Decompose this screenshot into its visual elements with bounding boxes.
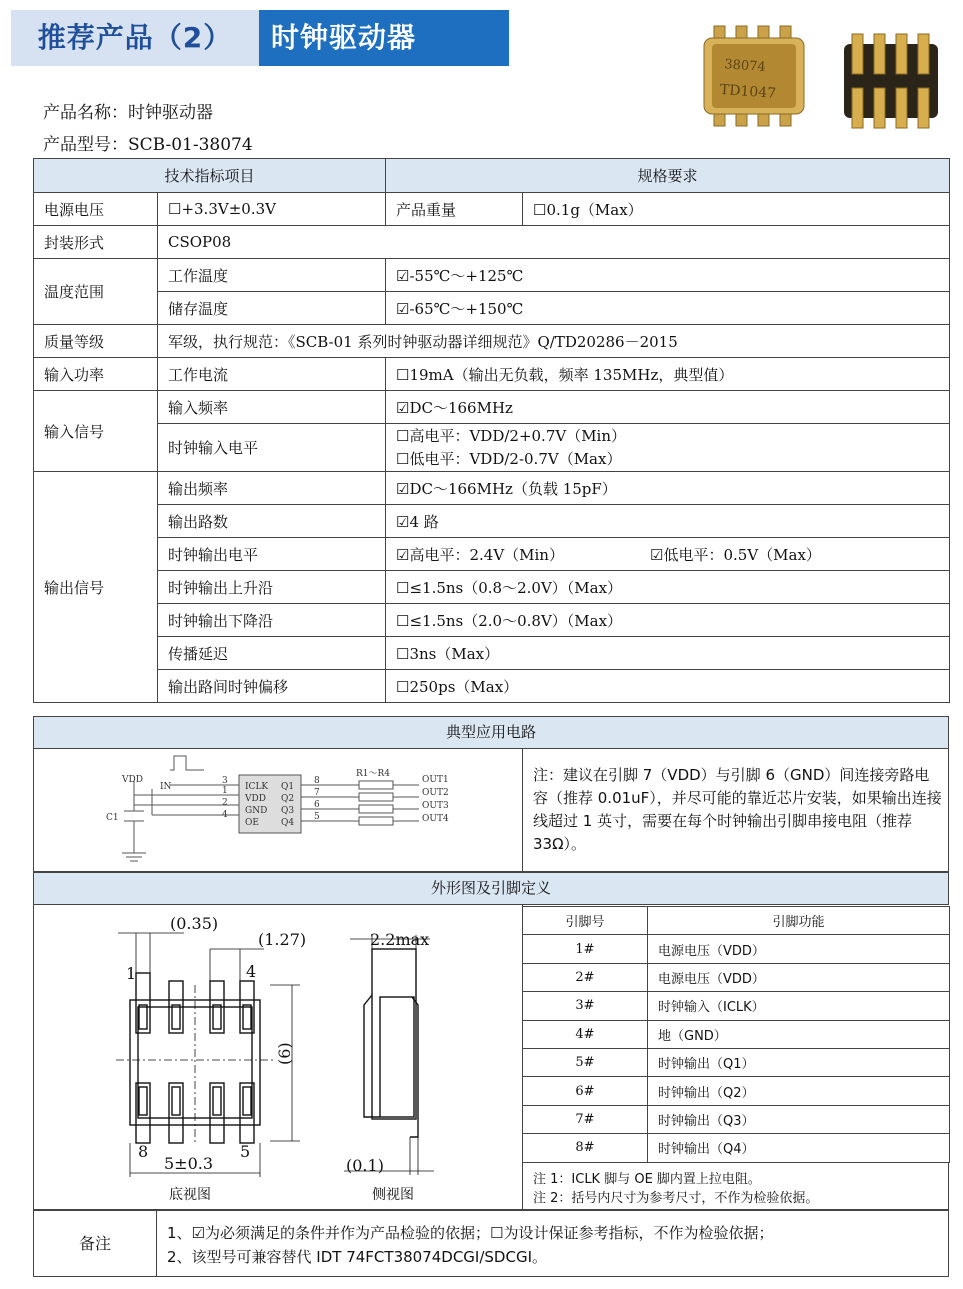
- remarks-content: [157, 1210, 949, 1277]
- pin-number: 2#: [523, 963, 648, 991]
- outline-drawing-box: [33, 904, 523, 1210]
- pin-mark-8: 8: [138, 1142, 149, 1161]
- pin-mark-4: 4: [246, 962, 257, 981]
- circuit-vdd-label: VDD: [122, 775, 143, 785]
- row-label-supply: 电源电压: [34, 193, 158, 226]
- pin-number: 6#: [523, 1077, 648, 1105]
- output-item-value: ☑DC～166MHz（负载 15pF）: [386, 472, 950, 505]
- output-item-value: ☐3ns（Max）: [386, 637, 950, 670]
- row-label-temp: 温度范围: [34, 259, 158, 325]
- circuit-r-label: R1～R4: [356, 769, 391, 779]
- ic-pin-name: VDD: [245, 794, 266, 804]
- pin-function: 电源电压（VDD）: [648, 935, 950, 963]
- pin-number: 5#: [523, 1048, 648, 1076]
- circuit-out-label: OUT2: [422, 788, 449, 798]
- output-level-value: [386, 538, 950, 571]
- remark-line-2: 2、该型号可兼容替代 IDT 74FCT38074DCGI/SDCGI。: [167, 1248, 548, 1266]
- table-row: [523, 1105, 950, 1133]
- output-item-label: 时钟输出下降沿: [158, 604, 386, 637]
- pin-mark-5: 5: [240, 1142, 251, 1161]
- weight-label: 产品重量: [386, 193, 523, 226]
- output-item-label: 时钟输出上升沿: [158, 571, 386, 604]
- chip-marking-line1: 38074: [723, 57, 767, 76]
- pin-function: 时钟输出（Q2）: [648, 1077, 950, 1105]
- remarks-label: 备注: [33, 1210, 157, 1277]
- st-temp-label: 储存温度: [158, 292, 386, 325]
- pin-mark-1: 1: [126, 964, 137, 983]
- table-row: [523, 963, 950, 991]
- output-item-label: 输出路数: [158, 505, 386, 538]
- power-value: ☐19mA（输出无负载，频率 135MHz，典型值）: [386, 358, 950, 391]
- spec-col-req: 规格要求: [386, 159, 950, 193]
- output-item-value: ☑4 路: [386, 505, 950, 538]
- product-model: SCB-01-38074: [128, 135, 253, 155]
- ic-pin-name: Q3: [281, 806, 295, 816]
- ic-pin-name: GND: [245, 806, 268, 816]
- pin-number: 7#: [523, 1105, 648, 1133]
- pin-note-1: 注 1：ICLK 脚与 OE 脚内置上拉电阻。: [533, 1172, 761, 1187]
- input-level-low: ☐低电平：VDD/2-0.7V（Max）: [396, 449, 622, 468]
- ic-pin-name: OE: [245, 818, 259, 828]
- circuit-diagram-box: [33, 748, 523, 872]
- output-item-value: ☐250ps（Max）: [386, 670, 950, 703]
- table-row: [523, 1077, 950, 1105]
- chip-marking-line2: TD1047: [719, 81, 777, 102]
- section-banner: 推荐产品（2）: [11, 10, 259, 66]
- output-item-value: ☐≤1.5ns（0.8～2.0V）（Max）: [386, 571, 950, 604]
- table-row: [523, 1048, 950, 1076]
- input-freq-value: ☑DC～166MHz: [386, 391, 950, 424]
- circuit-out-label: OUT4: [422, 814, 449, 824]
- bottom-view-caption: 底视图: [169, 1187, 211, 1203]
- circuit-pin-label: 2: [222, 798, 228, 808]
- spec-table: [33, 158, 950, 703]
- pin-note-2: 注 2：括号内尺寸为参考尺寸，不作为检验依据。: [533, 1191, 819, 1206]
- circuit-out-label: OUT3: [422, 801, 449, 811]
- circuit-schematic: [34, 749, 522, 871]
- output-level-low: ☑低电平：0.5V（Max）: [650, 545, 821, 564]
- pin-function: 电源电压（VDD）: [648, 963, 950, 991]
- op-temp-value: ☑-55℃～+125℃: [386, 259, 950, 292]
- pin-number: 8#: [523, 1134, 648, 1162]
- dim-pitch: (1.27): [258, 930, 307, 949]
- input-freq-label: 输入频率: [158, 391, 386, 424]
- pin-col-function: 引脚功能: [648, 907, 950, 935]
- output-item-label: 输出频率: [158, 472, 386, 505]
- circuit-pin-label: 4: [222, 810, 228, 820]
- circuit-out-label: OUT1: [422, 775, 449, 785]
- input-level-value: [386, 424, 950, 472]
- pin-function: 时钟输出（Q1）: [648, 1048, 950, 1076]
- pin-function: 时钟输出（Q4）: [648, 1134, 950, 1162]
- input-level-label: 时钟输入电平: [158, 424, 386, 472]
- outline-drawing: [34, 905, 522, 1209]
- product-model-line: [43, 130, 253, 155]
- remark-line-1: 1、☑为必须满足的条件并作为产品检验的依据；☐为设计保证参考指标，不作为检验依据；: [167, 1224, 774, 1242]
- circuit-section-title: 典型应用电路: [33, 716, 949, 749]
- circuit-pin-label: 3: [222, 776, 228, 786]
- circuit-c1-label: C1: [106, 813, 119, 823]
- input-level-high: ☐高电平：VDD/2+0.7V（Min）: [396, 426, 627, 445]
- circuit-pin-label: 5: [314, 812, 320, 822]
- product-name-line: [43, 98, 213, 123]
- pin-number: 3#: [523, 992, 648, 1020]
- dim-lead: (0.1): [346, 1156, 384, 1175]
- pin-number: 1#: [523, 935, 648, 963]
- table-row: [523, 935, 950, 963]
- product-model-label: 产品型号：: [43, 135, 128, 155]
- output-item-label: 传播延迟: [158, 637, 386, 670]
- product-name-label: 产品名称：: [43, 103, 128, 123]
- dim-width: 5±0.3: [164, 1154, 214, 1173]
- row-label-input: 输入信号: [34, 391, 158, 472]
- chip-photo-top: [700, 20, 810, 132]
- row-label-output: 输出信号: [34, 472, 158, 703]
- package-value: CSOP08: [158, 226, 950, 259]
- power-sub-label: 工作电流: [158, 358, 386, 391]
- dim-pitch-small: (0.35): [170, 914, 219, 933]
- ic-pin-name: Q2: [281, 794, 295, 804]
- circuit-pin-label: 1: [222, 786, 228, 796]
- spec-col-item: 技术指标项目: [34, 159, 386, 193]
- row-label-quality: 质量等级: [34, 325, 158, 358]
- st-temp-value: ☑-65℃～+150℃: [386, 292, 950, 325]
- row-label-power: 输入功率: [34, 358, 158, 391]
- product-name: 时钟驱动器: [128, 103, 213, 123]
- table-row: [523, 1134, 950, 1162]
- ic-pin-name: ICLK: [245, 782, 269, 792]
- row-label-package: 封装形式: [34, 226, 158, 259]
- page-title: 时钟驱动器: [259, 10, 509, 66]
- pin-function: 时钟输入（ICLK）: [648, 992, 950, 1020]
- output-level-high: ☑高电平：2.4V（Min）: [396, 545, 564, 564]
- outline-section-title: 外形图及引脚定义: [33, 872, 949, 905]
- pin-col-number: 引脚号: [523, 907, 648, 935]
- ic-pin-name: Q4: [281, 818, 295, 828]
- supply-value: ☐+3.3V±0.3V: [158, 193, 386, 226]
- op-temp-label: 工作温度: [158, 259, 386, 292]
- quality-value: 军级，执行规范：《SCB-01 系列时钟驱动器详细规范》Q/TD20286－2015: [158, 325, 950, 358]
- table-row: [523, 992, 950, 1020]
- circuit-in-label: IN: [160, 782, 172, 792]
- circuit-pin-label: 7: [314, 788, 320, 798]
- circuit-pin-label: 6: [314, 800, 320, 810]
- pin-function: 地（GND）: [648, 1020, 950, 1048]
- pin-number: 4#: [523, 1020, 648, 1048]
- dim-height: (6): [275, 1042, 294, 1065]
- chip-photo-bottom: [838, 30, 944, 132]
- pin-function: 时钟输出（Q3）: [648, 1105, 950, 1133]
- pin-table: [522, 906, 950, 1163]
- table-row: [523, 1020, 950, 1048]
- output-item-label: 时钟输出电平: [158, 538, 386, 571]
- circuit-note: 注：建议在引脚 7（VDD）与引脚 6（GND）间连接旁路电容（推荐 0.01uF），并尽可能的靠近芯片安装，如果输出连接线超过 1 英寸，需要在每个时钟输出引脚串接电阻（推荐 33Ω）。: [533, 766, 942, 853]
- side-view-caption: 侧视图: [372, 1187, 414, 1203]
- dim-thickness: 2.2max: [370, 930, 430, 949]
- output-item-value: ☐≤1.5ns（2.0～0.8V）（Max）: [386, 604, 950, 637]
- ic-pin-name: Q1: [281, 782, 295, 792]
- output-item-label: 输出路间时钟偏移: [158, 670, 386, 703]
- weight-value: ☐0.1g（Max）: [523, 193, 950, 226]
- circuit-pin-label: 8: [314, 776, 320, 786]
